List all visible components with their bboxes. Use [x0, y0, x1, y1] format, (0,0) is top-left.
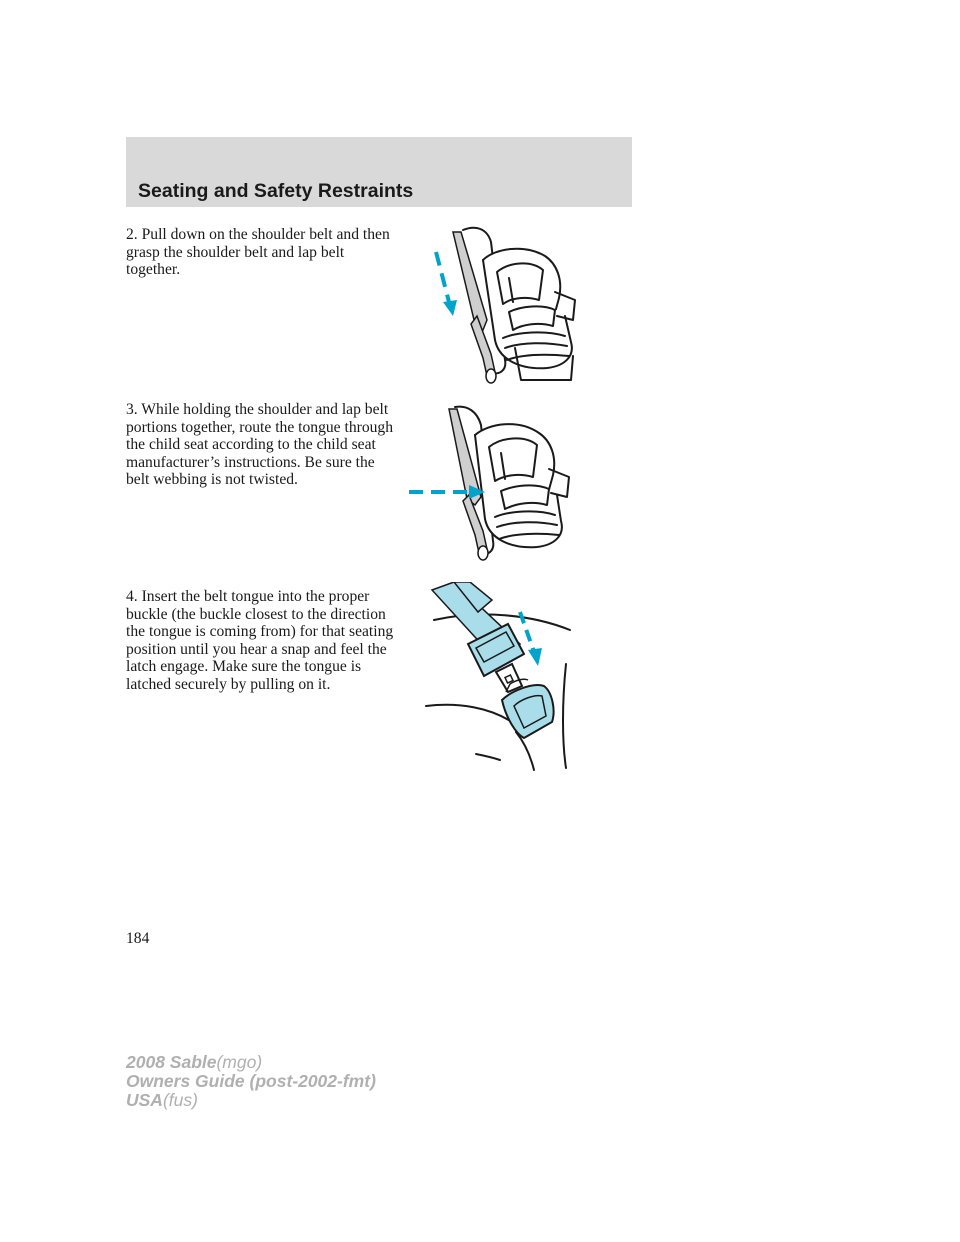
buckle-insert-tongue-illustration: [420, 582, 595, 777]
step-3-text: 3. While holding the shoulder and lap belt portions together, route the tongue through the child seat according to the child seat manufacturer’s instructions. Be sure the belt webbing is not twisted.: [126, 401, 394, 489]
child-seat-pull-belt-illustration: [425, 220, 595, 390]
footer-line-3: [126, 1091, 376, 1110]
footer-model-code: (mgo): [216, 1052, 263, 1072]
footer-guide: Owners Guide (post-2002-fmt): [126, 1071, 376, 1091]
footer-market: USA: [126, 1090, 163, 1110]
step-4-text: 4. Insert the belt tongue into the proper buckle (the buckle closest to the direction the tongue is coming from) for that seating position until you hear a snap and feel the latch engage. Make sure the tongue is latched securely by pulling on it.: [126, 588, 394, 693]
page-number: 184: [126, 930, 150, 947]
page-title: Seating and Safety Restraints: [138, 180, 414, 202]
footer-line-2: [126, 1072, 376, 1091]
step-2-text: 2. Pull down on the shoulder belt and then grasp the shoulder belt and lap belt together.: [126, 226, 390, 279]
document-footer: [126, 1053, 376, 1110]
footer-line-1: [126, 1053, 376, 1072]
child-seat-route-tongue-illustration: [405, 405, 590, 570]
footer-model: 2008 Sable: [126, 1052, 217, 1072]
footer-market-code: (fus): [162, 1090, 198, 1110]
